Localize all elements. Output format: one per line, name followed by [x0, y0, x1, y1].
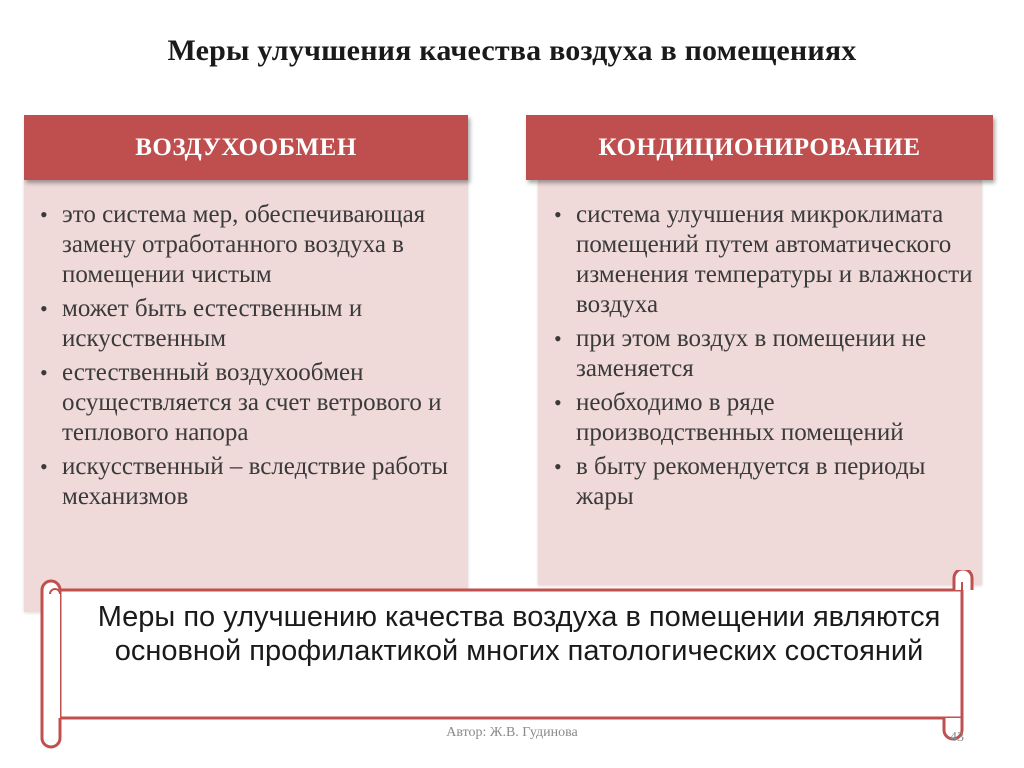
list-item: • при этом воздух в помещении не заменяется [554, 325, 927, 382]
bullet-icon: • [40, 296, 48, 321]
bullet-icon: • [554, 454, 562, 479]
list-item: • естественный воздухообмен осуществляется за счет ветрового и теплового напора [40, 359, 442, 446]
list-item: • в быту рекомендуется в периоды жары [554, 453, 926, 510]
page-number: 43 [950, 730, 964, 745]
list-item: • это система мер, обеспечивающая замену отработанного воздуха в помещении чистым [40, 201, 426, 288]
bullet-icon: • [40, 202, 48, 227]
air-exchange-header: ВОЗДУХООБМЕН [24, 115, 468, 180]
list-item: • искусственный – вследствие работы механизмов [40, 453, 449, 510]
bullet-icon: • [40, 360, 48, 385]
bullet-icon: • [554, 326, 562, 351]
bullet-icon: • [40, 454, 48, 479]
conclusion-text: Меры по улучшению качества воздуха в помещении являются основной профилактикой многих патологических состояний [97, 601, 941, 667]
bullet-icon: • [554, 202, 562, 227]
air-conditioning-list [548, 200, 978, 516]
list-item: • может быть естественным и искусственным [40, 295, 363, 352]
slide-title: Меры улучшения качества воздуха в помещениях [167, 34, 857, 67]
list-item: • необходимо в ряде производственных помещений [554, 389, 904, 446]
air-exchange-list [34, 200, 464, 516]
air-conditioning-header: КОНДИЦИОНИРОВАНИЕ [526, 115, 993, 180]
author-credit: Автор: Ж.В. Гудинова [446, 725, 578, 740]
conclusion-scroll [36, 570, 982, 750]
bullet-icon: • [554, 390, 562, 415]
list-item: • система улучшения микроклимата помещений путем автоматического изменения температуры и влажности воздуха [554, 201, 973, 318]
